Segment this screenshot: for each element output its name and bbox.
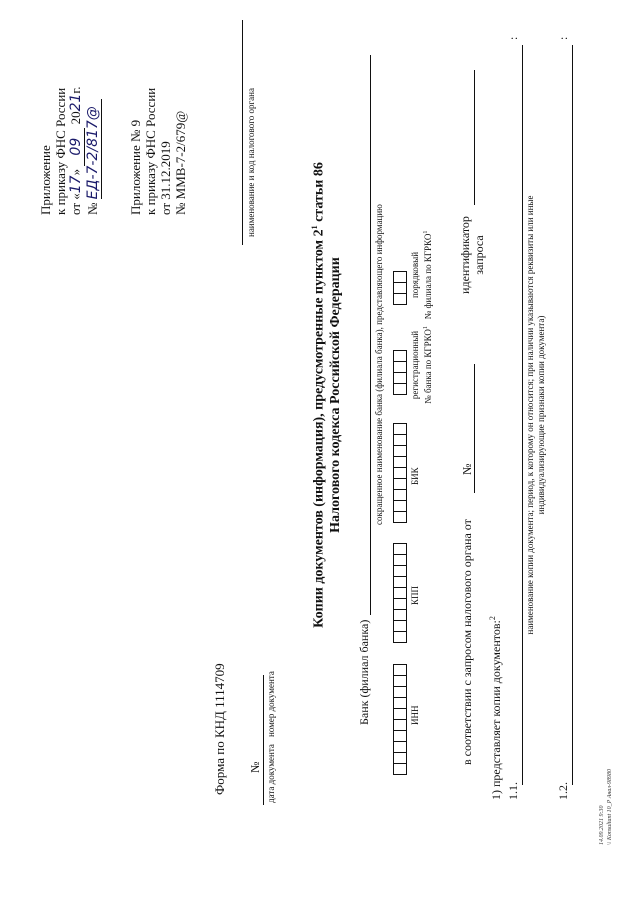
annex9-line3: от 31.12.2019 xyxy=(158,141,173,215)
bank-label: Банк (филиал банка) xyxy=(357,619,371,725)
annex-day: 17 xyxy=(68,175,84,194)
reg-number-cells[interactable] xyxy=(393,351,407,395)
request-id-label: идентификатор запроса xyxy=(458,216,486,294)
date-caption: дата документа xyxy=(266,744,276,803)
kpp-label: КПП xyxy=(410,585,420,605)
inn-cells[interactable] xyxy=(393,665,407,775)
bik-label: БИК xyxy=(410,467,420,485)
tax-authority-caption: наименование и код налогового органа xyxy=(246,88,256,237)
number-caption: номер документа xyxy=(266,671,276,737)
annex-line3: от «17» 09 2021г. xyxy=(68,86,84,215)
item-1-2-line xyxy=(572,45,573,785)
annex-line4: № ЕД-7-2/817@ xyxy=(85,86,102,215)
doc-number-sign: № xyxy=(248,761,262,773)
ord-number-cells[interactable] xyxy=(393,272,407,305)
footer-stamp: 14.09.2021 9:30 \\ Konsultant 10_P Анал-98980 xyxy=(599,769,613,845)
document-title-line2: Налогового кодекса Российской Федерации xyxy=(328,257,343,533)
form-code: Форма по КНД 1114709 xyxy=(212,663,227,795)
request-id-line xyxy=(474,70,475,205)
annex9-line1: Приложение № 9 xyxy=(128,119,143,215)
item-1-2-number: 1.2. xyxy=(556,782,570,800)
bank-caption: сокращенное наименование банка (филиала банка), представляющего информацию xyxy=(374,204,384,525)
request-number-line xyxy=(474,364,475,459)
request-prefix: в соответствии с запросом налогового органа от xyxy=(460,519,474,765)
bank-name-line xyxy=(370,55,371,615)
date-number-line xyxy=(263,675,264,805)
annex-number: ЕД-7-2/817@ xyxy=(86,99,102,199)
item-1-1-dots: : xyxy=(506,36,520,40)
annex9-line2: к приказу ФНС России xyxy=(143,87,158,215)
annex-year: 21 xyxy=(68,93,84,112)
item-1-1-caption: наименование копии документа; период, к которому он относится; при наличии указываются реквизиты или иные индивидуализирующие признаки копии документа) xyxy=(525,195,546,635)
kpp-cells[interactable] xyxy=(393,544,407,643)
ord-number-label: порядковый № филиала по КГРКО$^1$ xyxy=(410,230,433,320)
inn-label: ИНН xyxy=(410,705,420,725)
section1-label: 1) представляет копии документов:$^2$ xyxy=(488,616,503,800)
annex-block xyxy=(38,86,102,215)
document-title-line1: Копии документов (информация), предусмотренные пунктом $2^1$ статьи 86 xyxy=(310,162,327,628)
item-1-1-number: 1.1. xyxy=(506,782,520,800)
annex9-line4: № ММВ-7-2/679@ xyxy=(173,110,188,215)
bik-cells[interactable] xyxy=(393,424,407,523)
item-1-2-dots: : xyxy=(556,36,570,40)
annex-month: 09 xyxy=(69,128,85,166)
item-1-1-line xyxy=(522,45,523,785)
annex-line1: Приложение xyxy=(38,145,53,215)
request-number-sign: № xyxy=(460,463,474,475)
reg-number-label: регистрационный № банка по КГРКО$^1$ xyxy=(410,326,433,404)
annex9-block xyxy=(128,88,188,215)
tax-authority-line xyxy=(242,20,243,245)
annex-line2: к приказу ФНС России xyxy=(53,87,68,215)
